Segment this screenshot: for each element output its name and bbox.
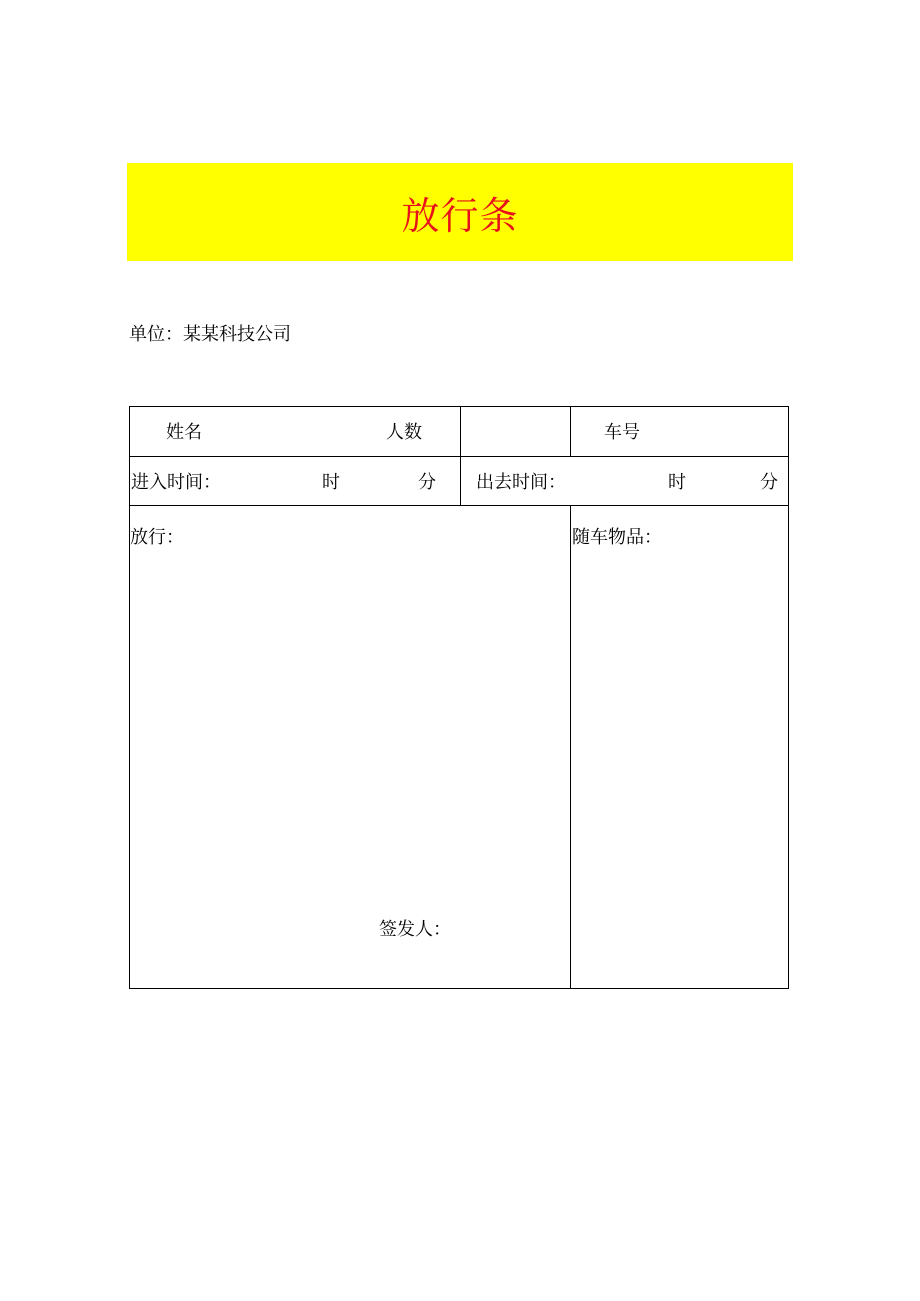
unit-label: 单位： bbox=[129, 324, 183, 345]
exit-time-label: 出去时间： bbox=[476, 472, 566, 493]
exit-minute-label: 分 bbox=[760, 472, 778, 493]
column-divider bbox=[570, 505, 571, 988]
name-label: 姓名 bbox=[166, 422, 202, 443]
signer-label: 签发人： bbox=[379, 919, 451, 940]
column-divider bbox=[570, 407, 571, 456]
count-label: 人数 bbox=[386, 422, 422, 443]
release-label: 放行： bbox=[130, 527, 184, 548]
entry-hour-label: 时 bbox=[322, 472, 340, 493]
entry-minute-label: 分 bbox=[418, 472, 436, 493]
page-title: 放行条 bbox=[401, 193, 519, 238]
plate-label: 车号 bbox=[604, 422, 640, 443]
exit-hour-label: 时 bbox=[668, 472, 686, 493]
pass-form-table bbox=[129, 406, 789, 989]
row-divider bbox=[130, 456, 788, 457]
title-banner bbox=[127, 163, 793, 261]
unit-value: 某某科技公司 bbox=[183, 324, 291, 345]
entry-time-label: 进入时间： bbox=[131, 472, 221, 493]
count-field[interactable] bbox=[461, 407, 570, 456]
unit-line bbox=[129, 320, 291, 346]
items-label: 随车物品： bbox=[572, 527, 662, 548]
row-divider bbox=[130, 505, 788, 506]
